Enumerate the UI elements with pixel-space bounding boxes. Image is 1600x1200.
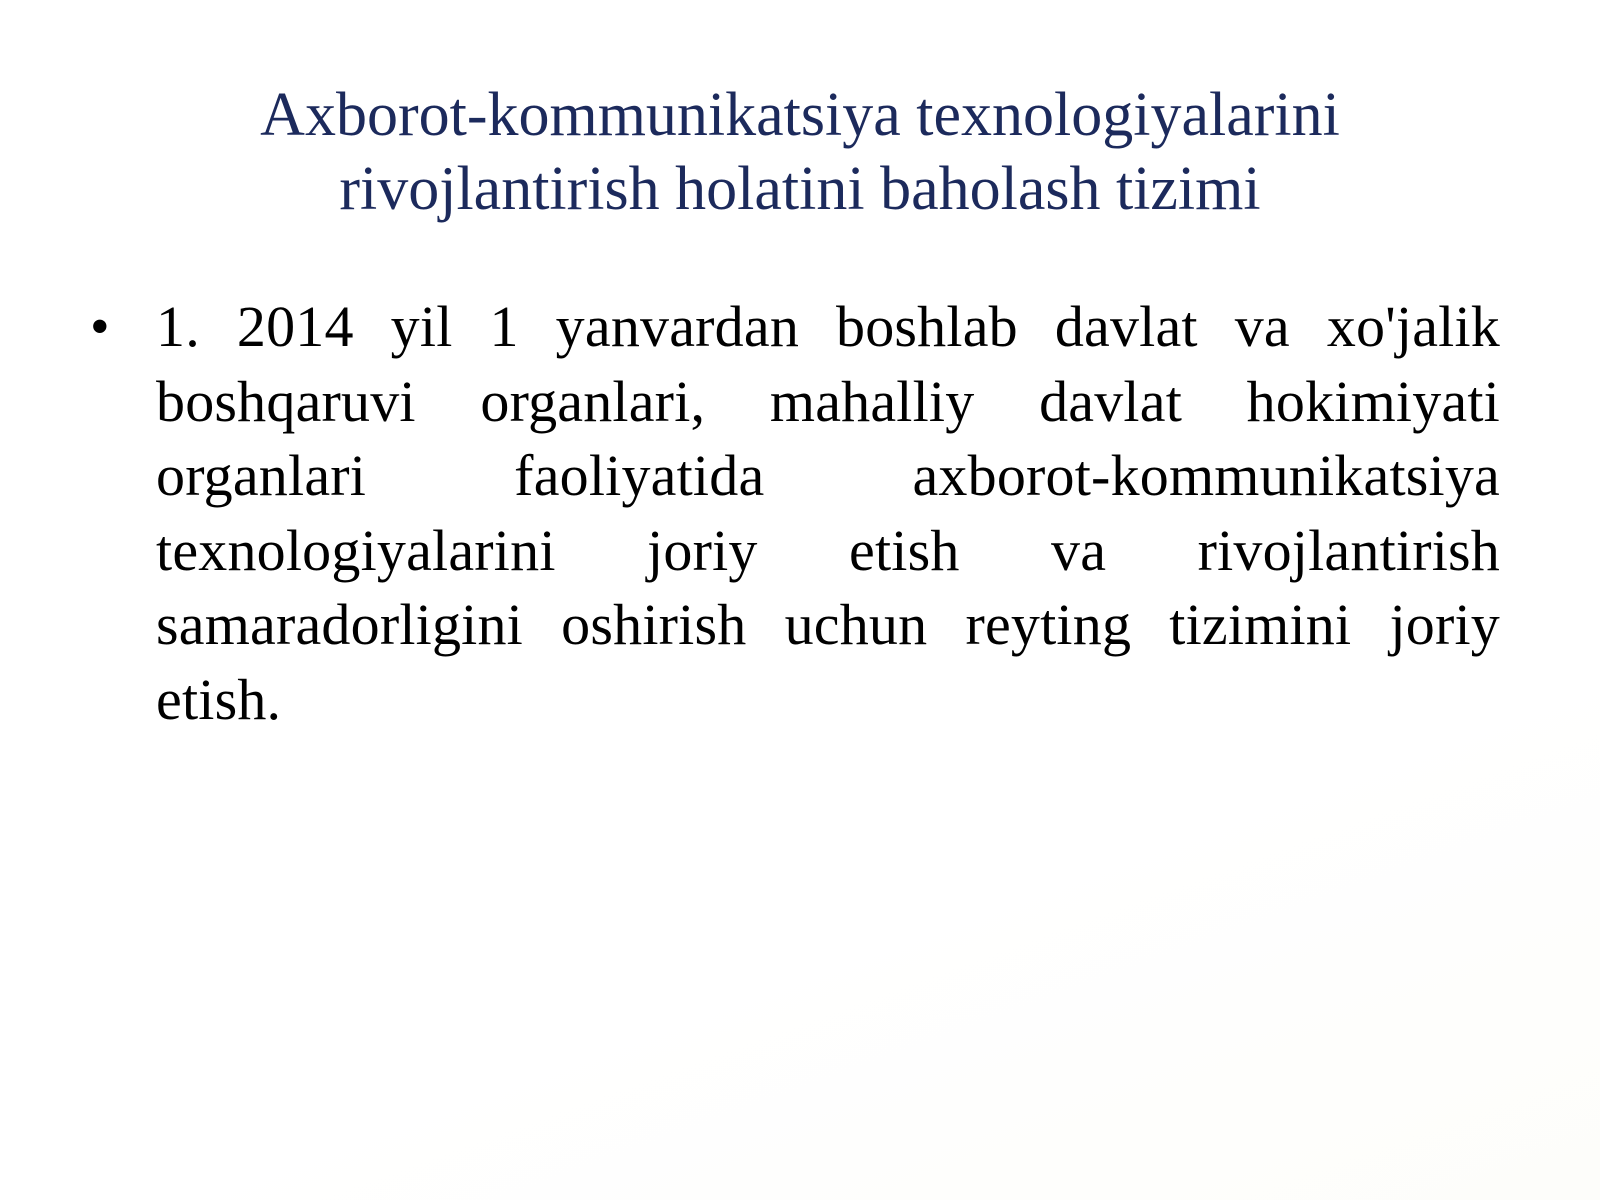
slide-title (160, 78, 1440, 226)
bullet-item (90, 290, 1500, 737)
slide-body (90, 290, 1500, 737)
bullet-text: 1. 2014 yil 1 yanvardan boshlab davlat va xo'jalik boshqaruvi organlari, mahalliy davlat hokimiyati organlari faoliyatida axborot-kommunikatsiya texnologiyalarini joriy etish va rivojlantirish samaradorligini oshirish uchun reyting tizimini joriy etish. (156, 294, 1500, 732)
bullet-icon: • (90, 296, 110, 358)
slide-title-line-2: rivojlantirish holatini baholash tizimi (339, 155, 1261, 223)
slide-title-line-1: Axborot-kommunikatsiya texnologiyalarini (260, 81, 1340, 149)
